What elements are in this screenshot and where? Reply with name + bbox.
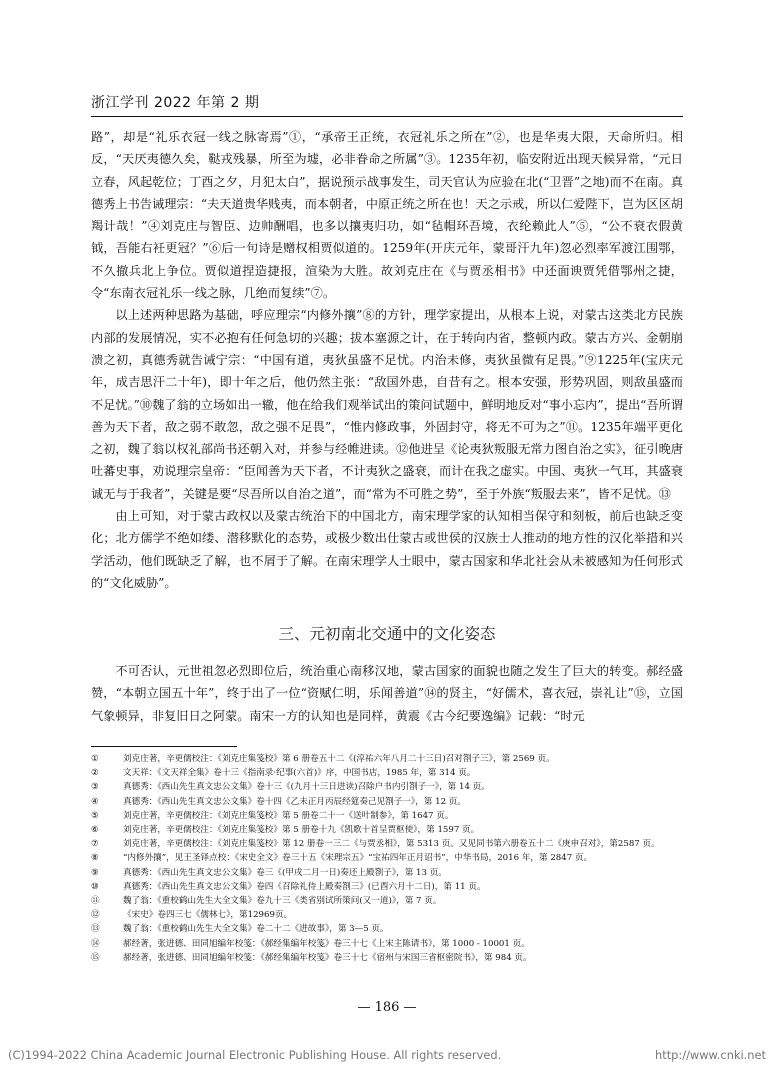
footnote-mark: ⑭ bbox=[91, 938, 100, 949]
footnote-text: 郝经著，张进德、田同旭编年校笺：《郝经集编年校笺》卷三十七《宿州与宋国三省枢密院书》，第 984 页。 bbox=[123, 952, 532, 963]
footnote bbox=[91, 766, 683, 780]
footnotes bbox=[91, 752, 683, 965]
paragraph: 以上述两种思路为基础，呼应理宗“内修外攘”⑧的方针，理学家提出，从根本上说，对蒙古这类北方民族内部的发展情况，实不必抱有任何急切的兴趣；拔本塞源之计，在于转向内省，整顿内政。蒙古方兴、金朝崩溃之初，真德秀就告诫宁宗：“中国有道，夷狄虽盛不足忧。内治未修，夷狄虽微有足畏。”⑨1225年(宝庆元年，成吉思汗二十年)，即十年之后，他仍然主张：“敌国外患，自昔有之。根本安强，形势巩固，则敌虽盛而不足忧。”⑩魏了翁的立场如出一辙，他在给我们观举试出的策问试题中，鲜明地反对“事小忘内”，提出“吾所谓善为天下者，敌之弱不敢忽，敌之强不足畏”，“惟内修政事，外固封守，将无不可为之”⑪。1235年端平更化之初，魏了翁以权礼部尚书还朝入对，并参与经帷进读。⑫他进呈《论夷狄叛服无常力图自治之实》，征引晚唐吐蕃史事，劝说理宗皇帝：“臣闻善为天下者，不计夷狄之盛衰，而计在我之虚实。中国、夷狄一气耳，其盛衰诚无与于我者”，关键是要“尽吾所以自治之道”，而“常为不可胜之势”，至于外族“叛服去来”，皆不足忧。⑬ bbox=[91, 308, 683, 501]
footnote-mark: ② bbox=[91, 768, 99, 779]
footnote-mark: ① bbox=[91, 754, 99, 764]
footnote-mark: ⑪ bbox=[91, 896, 100, 907]
body-text-section-3 bbox=[91, 660, 683, 727]
footnote-mark: ⑫ bbox=[91, 910, 100, 921]
footnote-text: 真德秀：《西山先生真文忠公文集》卷十三《(九月十三日进读)召除户书内引劄子一》，第 14 页。 bbox=[123, 782, 490, 793]
copyright-bar bbox=[8, 1048, 766, 1062]
footnote-text: 文天祥：《文天祥全集》卷十三《指南录·纪事(六首)》序，中国书店，1985 年，第 314 页。 bbox=[123, 768, 476, 779]
cnki-link[interactable]: http://www.cnki.net bbox=[655, 1048, 766, 1062]
footnote-text: 郝经著，张进德、田同旭编年校笺：《郝经集编年校笺》卷三十七《上宋主陈请书》，第 1000 - 10001 页。 bbox=[123, 938, 530, 949]
footnote-mark: ⑤ bbox=[91, 810, 99, 821]
footnote-text: 真德秀：《西山先生真文忠公文集》卷三《(甲戌二月一日)奏还上殿劄子》，第 13 页。 bbox=[123, 867, 447, 878]
journal-header: 浙江学刊 2022 年第 2 期 bbox=[91, 95, 260, 111]
page-number: — 186 — bbox=[357, 1000, 417, 1015]
footnote-rule bbox=[91, 746, 237, 747]
footnote-mark: ⑨ bbox=[91, 867, 99, 878]
section-title: 三、元初南北交通中的文化姿态 bbox=[278, 625, 496, 643]
footnote bbox=[91, 823, 683, 837]
footnote bbox=[91, 880, 683, 894]
footnote-text: 刘克庄著，辛更儒校注：《刘克庄集笺校》第 5 册卷二十一《送叶制参》，第 1647 页。 bbox=[123, 810, 454, 821]
footnote-text: 魏了翁：《重校鹤山先生大全文集》卷二十二《进故事》，第 3—5 页。 bbox=[123, 924, 389, 935]
footnote bbox=[91, 851, 683, 865]
footnote-text: 真德秀：《西山先生真文忠公文集》卷四《召除礼侍上殿奏劄三》(已酉六月十二日)，第 11 页。 bbox=[123, 881, 486, 892]
footnote-text: 刘克庄著，辛更儒校注：《刘克庄集笺校》第 5 册卷十九《凯歌十首呈贾枢使》，第 1597 页。 bbox=[123, 825, 480, 836]
footnote-mark: ⑦ bbox=[91, 839, 99, 850]
footnote bbox=[91, 795, 683, 809]
footnote bbox=[91, 951, 683, 965]
body-text bbox=[91, 126, 683, 594]
footnote-text: 刘克庄著，辛更儒校注：《刘克庄集笺校》第 6 册卷五十二《(淳祐六年八月二十三日)召对劄子三》，第 2569 页。 bbox=[123, 754, 555, 764]
footnote bbox=[91, 937, 683, 951]
footnote bbox=[91, 908, 683, 922]
footnote-mark: ⑩ bbox=[91, 881, 99, 892]
footnote-text: 魏了翁：《重校鹤山先生大全文集》卷九十三《类省别试所策问(又一道)》，第 7 页。 bbox=[123, 896, 442, 907]
paragraph: 不可否认，元世祖忽必烈即位后，统治重心南移汉地，蒙古国家的面貌也随之发生了巨大的转变。郝经盛赞，“本朝立国五十年”，终于出了一位“资赋仁明，乐闻善道”⑭的贤主，“好儒术，喜衣冠，崇礼让”⑮，立国气象顿异，非复旧日之阿蒙。南宋一方的认知也是同样，黄震《古今纪要逸编》记载：“时元 bbox=[91, 664, 683, 723]
footnote-mark: ⑮ bbox=[91, 952, 100, 963]
footnote-mark: ③ bbox=[91, 782, 99, 793]
footnote bbox=[91, 922, 683, 936]
header-rule bbox=[91, 116, 683, 117]
footnote-text: 《宋史》卷四三七《儒林七》，第12969页。 bbox=[123, 910, 293, 921]
paragraph: 路”，却是“礼乐衣冠一线之脉寄焉”①，“承帝王正统，衣冠礼乐之所在”②，也是华夷大限，天命所归。相反，“天厌夷德久矣，鞑戎残暴，所至为墟，必非眷命之所属”③。1235年初，临安附近出现天候异常，“元日立春，风起乾位；丁酉之夕，月犯太白”，据说预示战事发生，司天官认为应验在北(“卫晋”之地)而不在南。真德秀上书告诫理宗：“夫天道贵华贱夷，而本朝者，中原正统之所在也！天之示戒，所以仁爱陛下，岂为区区胡羯计哉！”④刘克庄与智臣、边帅酬唱，也多以攘夷归功，如“毡帽环吾境，衣纶赖此人”⑤，“公不衰衣假黄钺，吾能右衽更冠？”⑥后一句诗是赠权相贾似道的。1259年(开庆元年，蒙哥汗九年)忽必烈率军渡江围鄂，不久撤兵北上争位。贾似道捏造捷报，渲染为大胜。故刘克庄在《与贾丞相书》中还面谀贾凭借鄂州之捷，令“东南衣冠礼乐一线之脉，几绝而复续”⑦。 bbox=[91, 130, 683, 301]
footnote-mark: ④ bbox=[91, 796, 99, 807]
footnote bbox=[91, 866, 683, 880]
footnote-text: 真德秀：《西山先生真文忠公文集》卷十四《乙未正月丙辰经筵奏己见劄子一》，第 12 页。 bbox=[123, 796, 466, 807]
footnote bbox=[91, 809, 683, 823]
copyright-notice: (C)1994-2022 China Academic Journal Electronic Publishing House. All rights reserved. bbox=[8, 1048, 502, 1062]
footnote bbox=[91, 894, 683, 908]
paragraph: 由上可知，对于蒙古政权以及蒙古统治下的中国北方，南宋理学家的认知相当保守和刻板，前后也缺乏变化；北方儒学不绝如缕、潜移默化的态势，或极少数出仕蒙古或世侯的汉族士人推动的地方性的汉化举措和兴学活动，他们既缺乏了解，也不屑于了解。在南宋理学人士眼中，蒙古国家和华北社会从未被感知为任何形式的“文化威胁”。 bbox=[91, 509, 683, 590]
footnote bbox=[91, 837, 683, 851]
footnote-mark: ⑬ bbox=[91, 924, 100, 935]
footnote bbox=[91, 752, 683, 766]
footnote bbox=[91, 780, 683, 794]
footnote-mark: ⑧ bbox=[91, 853, 99, 864]
footnote-text: 刘克庄著，辛更儒校注：《刘克庄集笺校》第 12 册卷一三二《与贾丞相》，第 5313 页。又见同书第六册卷五十二《庚申召对》，第2587 页。 bbox=[123, 839, 660, 850]
footnote-mark: ⑥ bbox=[91, 825, 99, 836]
footnote-text: “内修外攘”，见王圣铎点校：《宋史全文》卷三十五《宋理宗五》“宝祐四年正月诏书”，中华书局，2016 年，第 2847 页。 bbox=[123, 853, 593, 864]
